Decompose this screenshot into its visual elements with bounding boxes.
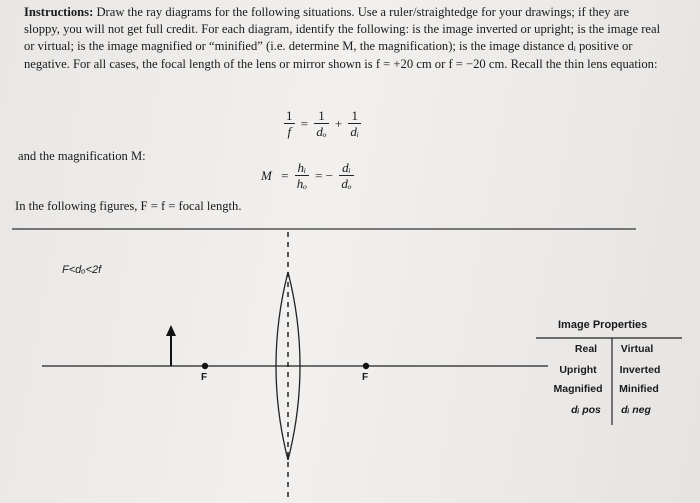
lhs-denominator: f	[287, 124, 292, 139]
focal-point-right	[363, 363, 369, 369]
option-upright: Upright	[559, 364, 597, 376]
focal-label-left: F	[201, 372, 208, 383]
magnification-label: and the magnification M:	[18, 149, 146, 163]
m-symbol: M	[261, 167, 272, 183]
option-di-negative: dᵢ neg	[621, 404, 651, 416]
option-magnified: Magnified	[553, 383, 603, 395]
di-numerator: dᵢ	[339, 160, 353, 176]
instructions-text: Draw the ray diagrams for the following situations. Use a ruler/straightedge for your drawings; if they are sloppy, you will not get full credit. For each diagram, identify the following: is the image inverted or upright; is the image real or virtual; is the image magnified or “minified” (i.e. determine M, the magnification); is the image distance dᵢ positive or negative. For all cases, the focal length of the lens or mirror shown is f = +20 cm or f = −20 cm. Recall the thin lens equation:	[24, 5, 661, 71]
term2-denominator: dᵢ	[350, 124, 359, 139]
term2-numerator: 1	[348, 108, 361, 124]
equals-sign: =	[300, 115, 309, 131]
following-figures-label: In the following figures, F = f = focal length.	[15, 199, 242, 213]
option-minified: Minified	[619, 383, 659, 395]
option-inverted: Inverted	[619, 364, 661, 376]
object-arrow-head	[166, 325, 176, 336]
option-real: Real	[574, 343, 598, 355]
equals-sign-1: =	[281, 167, 289, 183]
plus-sign: +	[334, 115, 343, 131]
option-virtual: Virtual	[620, 343, 654, 355]
focal-label-right: F	[362, 372, 369, 383]
ho-denominator: hₒ	[296, 176, 307, 191]
option-di-positive: dᵢ pos	[571, 404, 601, 416]
term1-numerator: 1	[314, 108, 328, 124]
do-denominator: dₒ	[341, 176, 352, 191]
term1-denominator: dₒ	[316, 124, 327, 139]
lhs-numerator: 1	[286, 108, 293, 123]
diagram-condition-label: F<dₒ<2f	[62, 264, 102, 276]
instructions-label: Instructions:	[24, 5, 94, 19]
focal-point-left	[202, 363, 208, 369]
hi-numerator: hᵢ	[295, 160, 309, 176]
image-properties-title: Image Properties	[558, 319, 648, 331]
equals-minus-sign: = −	[315, 167, 334, 183]
